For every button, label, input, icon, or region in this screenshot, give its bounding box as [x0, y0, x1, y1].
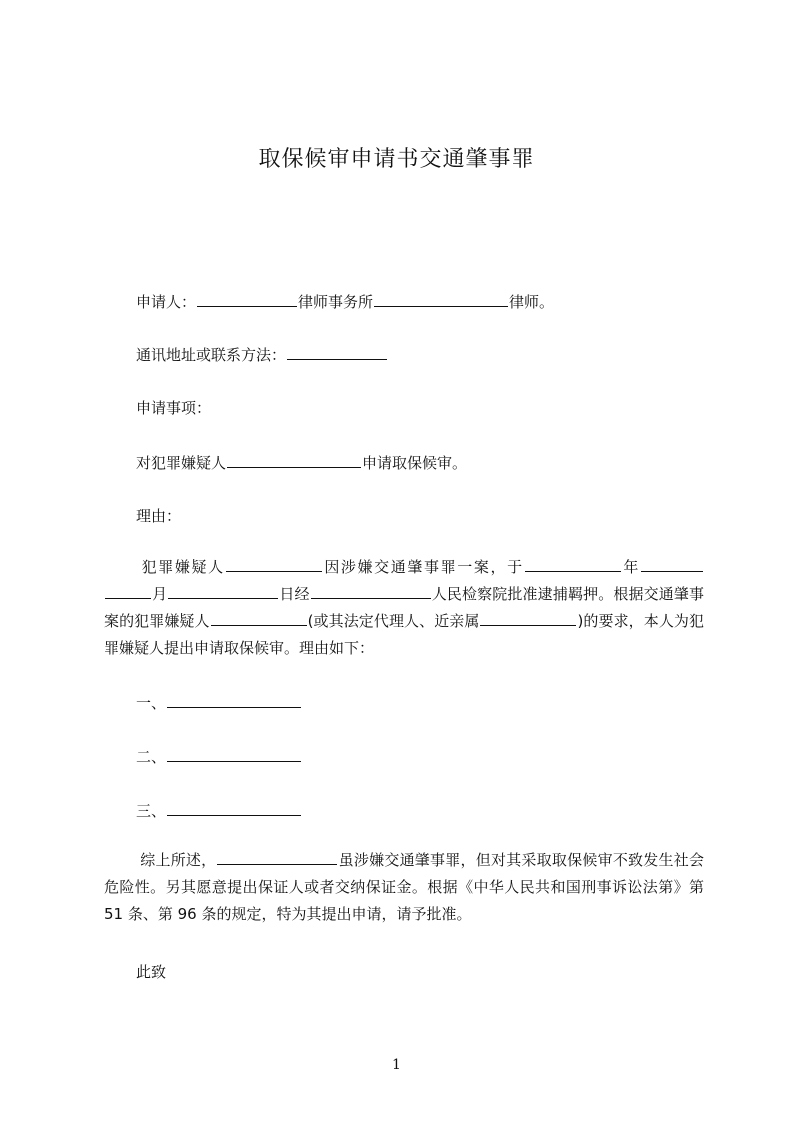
page-number: 1	[392, 1057, 401, 1073]
item-label-3: 三、	[136, 802, 167, 820]
applicant-firm-blank[interactable]	[197, 290, 297, 307]
applicant-label: 申请人：	[136, 293, 197, 311]
reason-item-2	[136, 745, 302, 768]
body-text-3: 年	[621, 558, 640, 576]
firm-suffix: 律师事务所	[298, 293, 374, 311]
body-text-1: 犯罪嫌疑人	[140, 558, 225, 576]
reason-item-1	[136, 691, 302, 714]
body-paragraph	[104, 554, 704, 662]
conclusion-name-blank[interactable]	[217, 848, 337, 865]
closing-text: 此致	[136, 963, 167, 981]
month-blank[interactable]	[105, 582, 151, 599]
year-blank[interactable]	[525, 555, 621, 572]
procuratorate-blank[interactable]	[311, 582, 431, 599]
reason-item-3	[136, 799, 302, 822]
year-tail-blank[interactable]	[641, 555, 703, 572]
suspect-name-blank-2[interactable]	[211, 609, 307, 626]
lawyer-suffix: 律师。	[509, 293, 555, 311]
body-text-4: 月	[152, 585, 168, 603]
item-label-2: 二、	[136, 748, 167, 766]
reason-label: 理由：	[136, 507, 182, 525]
reason-blank-2[interactable]	[167, 745, 301, 762]
reason-blank-3[interactable]	[167, 799, 301, 816]
document-title: 取保候审申请书交通肇事罪	[258, 147, 535, 172]
matters-label: 申请事项：	[136, 399, 212, 417]
item-label-1: 一、	[136, 694, 167, 712]
suspect-blank[interactable]	[226, 555, 322, 572]
request-prefix: 对犯罪嫌疑人	[136, 454, 227, 472]
reason-blank-1[interactable]	[167, 691, 301, 708]
conclusion-paragraph	[104, 847, 704, 928]
body-text-5: 日经	[279, 585, 310, 603]
request-suffix: 申请取保候审。	[362, 454, 468, 472]
contact-line	[136, 343, 388, 366]
body-text-7: (或其法定代理人、近亲属	[307, 612, 480, 630]
contact-blank[interactable]	[287, 343, 387, 360]
lawyer-name-blank[interactable]	[374, 290, 508, 307]
conclusion-text-2: 虽涉嫌交通肇事罪，但对其采取取保候审不致发生社会危险性。另其愿意提出保证人或者交纳保证金。根据《中华人民共和国刑事诉讼法第》第 51 条、第 96 条的规定，特为其提出申请，请予批准。	[104, 851, 704, 923]
suspect-name-blank[interactable]	[227, 451, 361, 468]
day-blank[interactable]	[168, 582, 278, 599]
relative-blank[interactable]	[480, 609, 576, 626]
request-line	[136, 451, 467, 474]
body-text-8: )的要求，本人为犯罪嫌疑人提出申请取保候审。理由如下：	[104, 612, 704, 657]
conclusion-text-1: 综上所述，	[140, 851, 217, 869]
contact-label: 通讯地址或联系方法：	[136, 346, 287, 364]
body-text-6: 人民检察院批准逮捕羁押。根据交通肇事案的犯罪嫌疑人	[104, 585, 704, 630]
body-text-2: 因涉嫌交通肇事罪一案，于	[322, 558, 524, 576]
applicant-line	[136, 290, 554, 313]
